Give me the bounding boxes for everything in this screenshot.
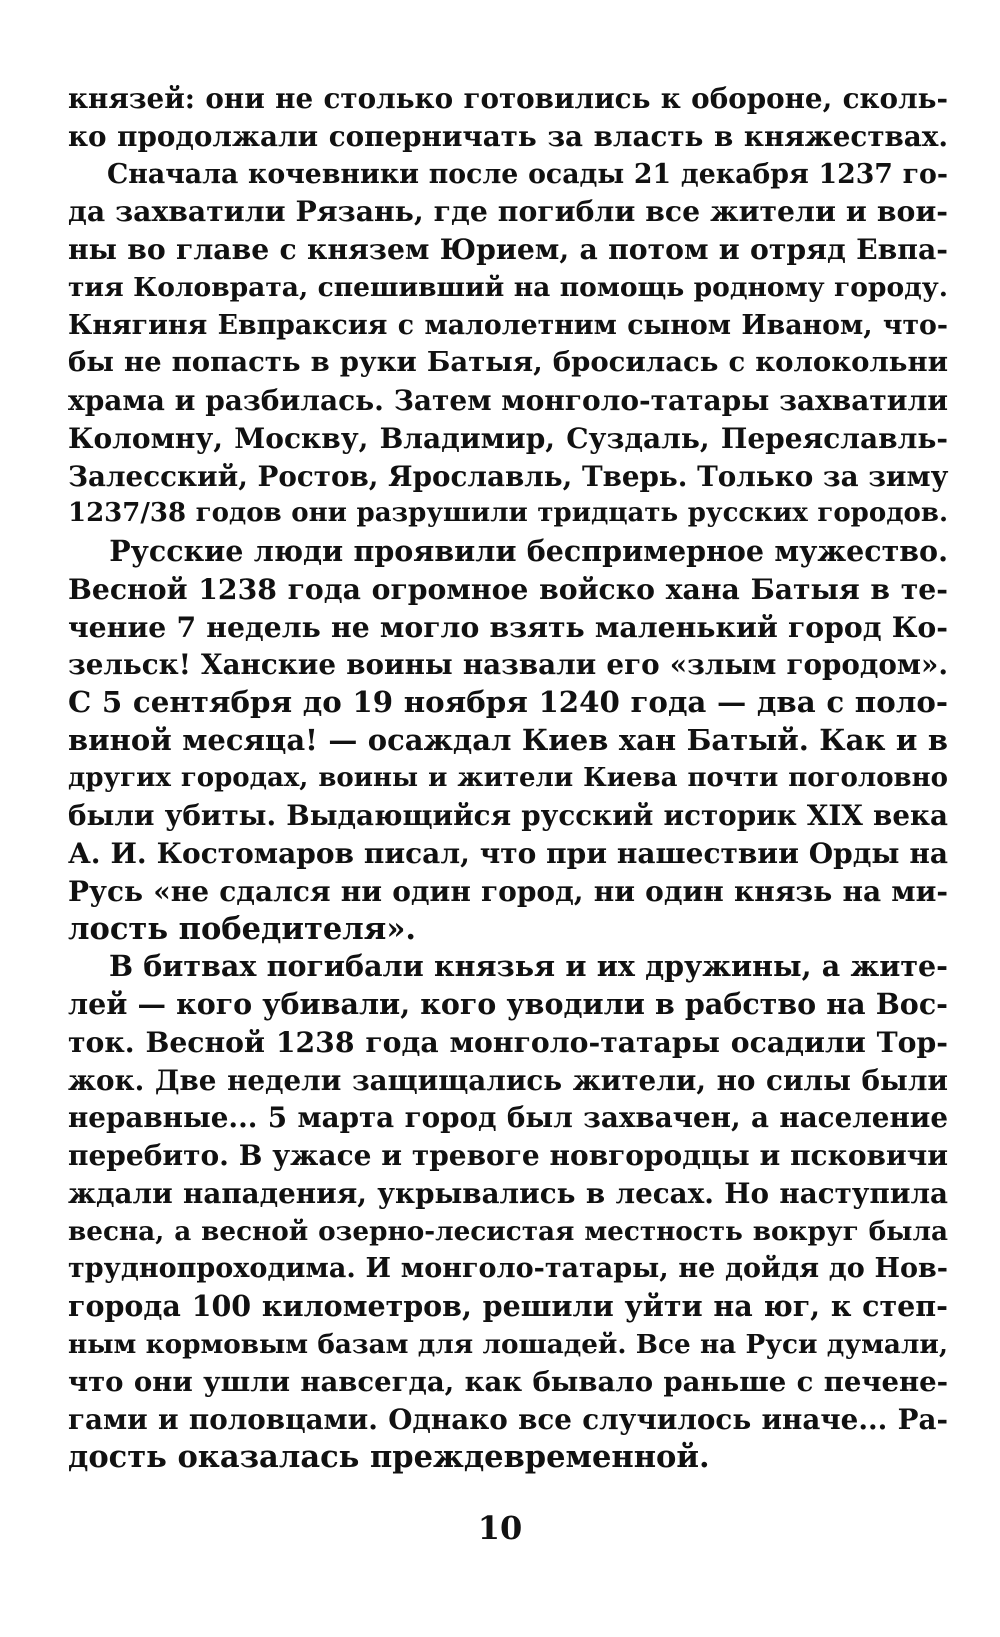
text-line: 1237/38 годов они разрушили тридцать русских городов. <box>68 498 948 529</box>
text-line: жок. Две недели защищались жители, но силы были <box>68 1063 948 1097</box>
page-number: 10 <box>477 1509 523 1547</box>
text-line: Весной 1238 года огромное войско хана Батыя в те- <box>68 571 948 606</box>
text-line: виной месяца! — осаждал Киев хан Батый. Как и в <box>68 722 948 757</box>
text-line: ждали нападения, укрывались в лесах. Но наступила <box>68 1176 948 1210</box>
text-line: чение 7 недель не могло взять маленький город Ко- <box>68 609 948 644</box>
text-line: ток. Весной 1238 года монголо-татары осадили Тор- <box>68 1024 948 1059</box>
text-line: других городах, воины и жители Киева почти поголовно <box>68 762 948 793</box>
text-line: В битвах погибали князья и их дружины, а жите- <box>68 949 948 984</box>
text-line: зельск! Ханские воины назвали его «злым городом». <box>68 648 948 682</box>
text-line: Сначала кочевники после осады 21 декабря 1237 го- <box>68 158 948 190</box>
text-line: ко продолжали соперничать за власть в княжествах. <box>68 119 948 153</box>
body-text <box>68 80 948 1477</box>
text-line: труднопроходима. И монголо-татары, не дойдя до Нов- <box>68 1253 948 1285</box>
text-line: Коломну, Москву, Владимир, Суздаль, Переяславль- <box>68 421 948 455</box>
text-line: Княгиня Евпраксия с малолетним сыном Иваном, что- <box>68 309 948 341</box>
text-line: Русь «не сдался ни один город, ни один князь на ми- <box>68 874 948 908</box>
text-line: да захватили Рязань, где погибли все жители и вои- <box>68 194 948 229</box>
text-line: Русские люди проявили беспримерное мужество. <box>68 534 948 568</box>
text-line: тия Коловрата, спешивший на помощь родному городу. <box>68 271 948 303</box>
text-line: лость победителя». <box>68 910 417 947</box>
text-line: Залесский, Ростов, Ярославль, Тверь. Только за зиму <box>68 459 949 493</box>
text-line: весна, а весной озерно-лесистая местность вокруг была <box>68 1215 948 1247</box>
text-line: ны во главе с князем Юрием, а потом и отряд Евпа- <box>68 232 948 266</box>
text-line: ным кормовым базам для лошадей. Все на Руси думали, <box>68 1328 948 1360</box>
text-line: города 100 километров, решили уйти на юг, к степ- <box>68 1289 948 1323</box>
text-line: бы не попасть в руки Батыя, бросилась с колокольни <box>68 346 948 379</box>
text-line: гами и половцами. Однако все случилось иначе... Ра- <box>68 1403 948 1437</box>
text-line: дость оказалась преждевременной. <box>68 1439 710 1475</box>
text-line: храма и разбилась. Затем монголо-татары захватили <box>68 384 948 417</box>
text-line: А. И. Костомаров писал, что при нашествии Орды на <box>68 837 948 870</box>
text-line: лей — кого убивали, кого уводили в рабство на Вос- <box>68 987 948 1021</box>
text-line: неравные... 5 марта город был захвачен, а население <box>68 1101 948 1135</box>
text-line: князей: они не столько готовились к обороне, сколь- <box>68 82 948 115</box>
text-line: С 5 сентября до 19 ноября 1240 года — два с поло- <box>68 685 948 719</box>
text-line: что они ушли навсегда, как бывало раньше с печене- <box>68 1365 948 1398</box>
text-line: перебито. В ужасе и тревоге новгородцы и псковичи <box>68 1139 948 1172</box>
text-line: были убиты. Выдающийся русский историк XIX века <box>68 799 948 833</box>
